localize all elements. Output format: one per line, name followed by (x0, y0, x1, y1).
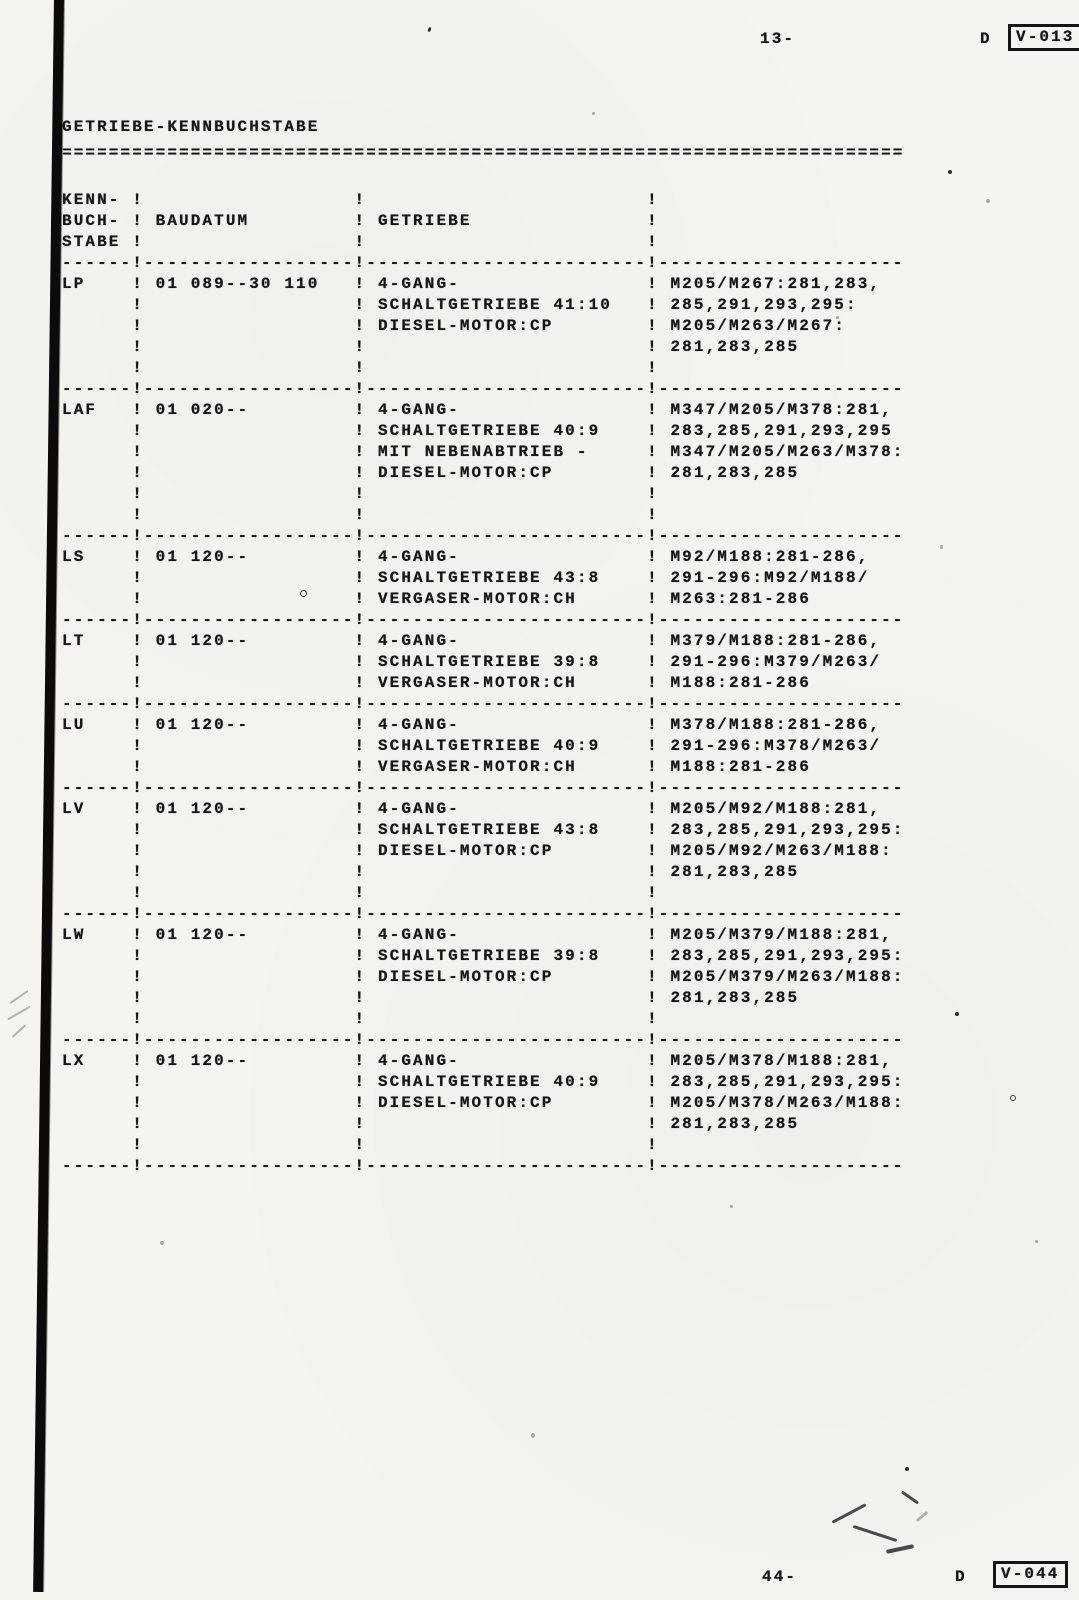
pencil-scribble (916, 1511, 929, 1522)
row-LV-line-1: ! ! SCHALTGETRIEBE 43:8 ! 283,285,291,293,295: (62, 821, 905, 839)
row-LW-line-0: LW ! 01 120-- ! 4-GANG- ! M205/M379/M188:281, (62, 926, 893, 944)
row-LP-blank: ! ! ! (62, 359, 659, 377)
row-LAF-line-0: LAF ! 01 020-- ! 4-GANG- ! M347/M205/M378:281, (62, 401, 893, 419)
row-LV-blank: ! ! ! (62, 884, 659, 902)
row-LV-line-0: LV ! 01 120-- ! 4-GANG- ! M205/M92/M188:281, (62, 800, 882, 818)
row-LU-line-1: ! ! SCHALTGETRIEBE 40:9 ! 291-296:M378/M263/ (62, 737, 882, 755)
row-LS-line-2: ! ! VERGASER-MOTOR:CH ! M263:281-286 (62, 590, 811, 608)
margin-scribble (7, 1006, 31, 1021)
row-LU-line-2: ! ! VERGASER-MOTOR:CH ! M188:281-286 (62, 758, 811, 776)
binding-edge-bar (33, 0, 64, 1592)
footer-doc-code: V-044 (1001, 1565, 1060, 1583)
ink-speck (836, 316, 839, 319)
footer-doc-letter: D (955, 1568, 967, 1586)
row-LP-line-1: ! ! SCHALTGETRIEBE 41:10 ! 285,291,293,295: (62, 296, 858, 314)
row-LS-line-0: LS ! 01 120-- ! 4-GANG- ! M92/M188:281-286, (62, 548, 870, 566)
row-LP-line-3: ! ! ! 281,283,285 (62, 338, 800, 356)
ink-speck (730, 1205, 733, 1208)
table-separator: ------!------------------!------------------------!--------------------- (62, 1031, 905, 1049)
row-LAF-line-1: ! ! SCHALTGETRIEBE 40:9 ! 283,285,291,293,295 (62, 422, 893, 440)
row-LX-blank: ! ! ! (62, 1136, 659, 1154)
title-underline: ======================================================================== (62, 144, 905, 162)
ink-speck (986, 199, 990, 203)
ink-speck (1035, 1240, 1038, 1243)
table-separator: ------!------------------!------------------------!--------------------- (62, 611, 905, 629)
row-LX-line-2: ! ! DIESEL-MOTOR:CP ! M205/M378/M263/M188: (62, 1094, 905, 1112)
table-separator: ------!------------------!------------------------!--------------------- (62, 905, 905, 923)
ink-speck (160, 1241, 164, 1245)
row-LW-line-1: ! ! SCHALTGETRIEBE 39:8 ! 283,285,291,293,295: (62, 947, 905, 965)
ink-speck (531, 1433, 535, 1438)
page-title: GETRIEBE-KENNBUCHSTABE (62, 118, 320, 136)
row-LW-line-3: ! ! ! 281,283,285 (62, 989, 800, 1007)
pencil-scribble (901, 1491, 919, 1505)
header-doc-letter: D (980, 30, 992, 48)
ink-speck (300, 590, 307, 597)
getriebe-table (62, 190, 905, 1177)
footer-page-number: 44- (762, 1568, 798, 1586)
row-LAF-blank: ! ! ! (62, 485, 659, 503)
table-separator: ------!------------------!------------------------!--------------------- (62, 254, 905, 272)
ink-speck (955, 1012, 959, 1016)
row-LAF-line-3: ! ! DIESEL-MOTOR:CP ! 281,283,285 (62, 464, 800, 482)
margin-scribble (9, 990, 28, 1004)
margin-scribble (12, 1024, 27, 1038)
pencil-scribble (832, 1503, 867, 1523)
table-separator: ------!------------------!------------------------!--------------------- (62, 380, 905, 398)
row-LX-line-1: ! ! SCHALTGETRIEBE 40:9 ! 283,285,291,293,295: (62, 1073, 905, 1091)
table-separator: ------!------------------!------------------------!--------------------- (62, 779, 905, 797)
header-page-number: 13- (760, 30, 796, 48)
header-doc-code-box (1008, 24, 1079, 51)
table-separator: ------!------------------!------------------------!--------------------- (62, 527, 905, 545)
ink-speck (940, 545, 943, 549)
ink-speck (1010, 1095, 1016, 1101)
ink-speck (905, 1467, 909, 1471)
table-header-line-0: KENN- ! ! ! (62, 191, 659, 209)
row-LV-line-3: ! ! ! 281,283,285 (62, 863, 800, 881)
pencil-scribble (886, 1544, 914, 1554)
table-header-line-1: BUCH- ! BAUDATUM ! GETRIEBE ! (62, 212, 659, 230)
row-LP-line-2: ! ! DIESEL-MOTOR:CP ! M205/M263/M267: (62, 317, 847, 335)
row-LS-line-1: ! ! SCHALTGETRIEBE 43:8 ! 291-296:M92/M188/ (62, 569, 870, 587)
row-LAF-line-2: ! ! MIT NEBENABTRIEB - ! M347/M205/M263/M378: (62, 443, 905, 461)
row-LU-line-0: LU ! 01 120-- ! 4-GANG- ! M378/M188:281-286, (62, 716, 882, 734)
row-LAF-blank: ! ! ! (62, 506, 659, 524)
pencil-scribble (853, 1525, 898, 1542)
row-LW-line-2: ! ! DIESEL-MOTOR:CP ! M205/M379/M263/M188: (62, 968, 905, 986)
ink-speck (592, 112, 595, 115)
row-LT-line-1: ! ! SCHALTGETRIEBE 39:8 ! 291-296:M379/M263/ (62, 653, 882, 671)
table-separator: ------!------------------!------------------------!--------------------- (62, 1157, 905, 1175)
row-LT-line-0: LT ! 01 120-- ! 4-GANG- ! M379/M188:281-286, (62, 632, 882, 650)
row-LX-line-3: ! ! ! 281,283,285 (62, 1115, 800, 1133)
row-LT-line-2: ! ! VERGASER-MOTOR:CH ! M188:281-286 (62, 674, 811, 692)
row-LX-line-0: LX ! 01 120-- ! 4-GANG- ! M205/M378/M188:281, (62, 1052, 893, 1070)
footer-doc-code-box (993, 1561, 1068, 1588)
table-header-line-2: STABE ! ! ! (62, 233, 659, 251)
header-doc-code: V-013 (1016, 28, 1075, 46)
row-LW-blank: ! ! ! (62, 1010, 659, 1028)
table-separator: ------!------------------!------------------------!--------------------- (62, 695, 905, 713)
ink-speck (427, 27, 432, 33)
row-LV-line-2: ! ! DIESEL-MOTOR:CP ! M205/M92/M263/M188: (62, 842, 893, 860)
row-LP-line-0: LP ! 01 089--30 110 ! 4-GANG- ! M205/M267:281,283, (62, 275, 882, 293)
ink-speck (948, 170, 952, 174)
